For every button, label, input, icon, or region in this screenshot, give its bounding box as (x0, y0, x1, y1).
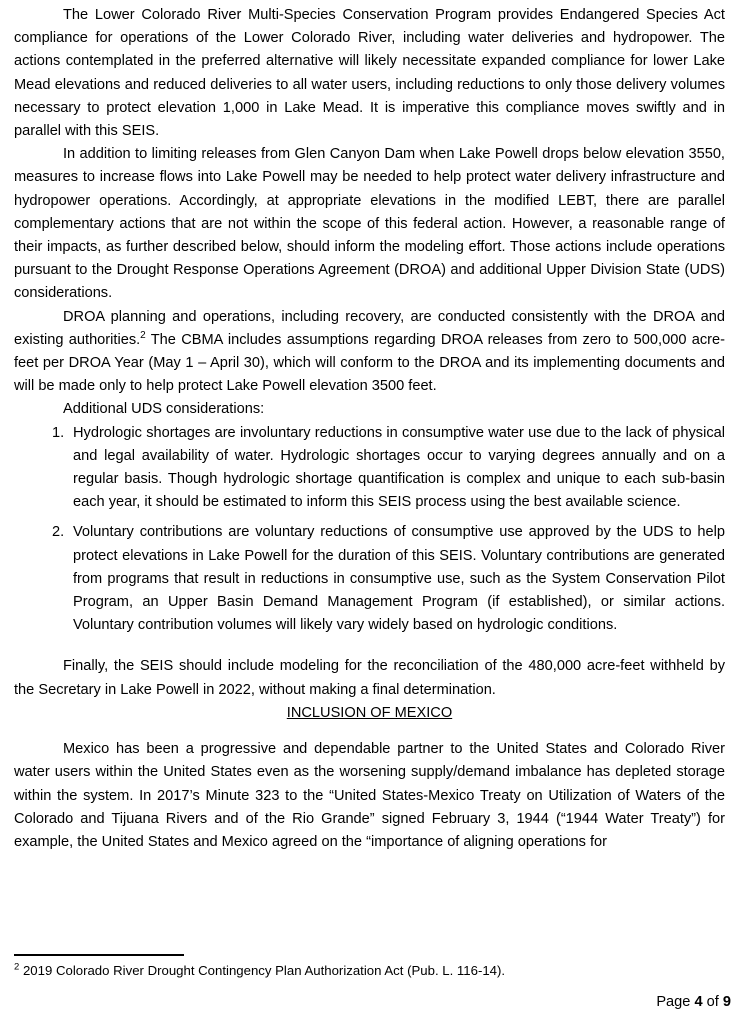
footnote-area (14, 954, 714, 979)
paragraph-droa-text-after-footnote: The CBMA includes assumptions regarding DROA releases from zero to 500,000 acre-feet per DROA Year (May 1 – April 30), which will conform to the DROA and its implementing documents and will be made only to help protect Lake Powell elevation 3500 feet. (14, 331, 725, 395)
footnote-reference-marker: 2 (140, 329, 146, 341)
page-footer-prefix: Page (656, 994, 695, 1010)
paragraph-droa-text-before-footnote: DROA planning and operations, including recovery, are conducted consistently with the DROA and existing authorities. (14, 308, 725, 348)
document-body (14, 4, 725, 854)
paragraph-glen-canyon: In addition to limiting releases from Glen Canyon Dam when Lake Powell drops below elevation 3550, measures to increase flows into Lake Powell may be needed to help protect water delivery infrastructure and hydropower operations. Accordingly, at appropriate elevations in the modified LEBT, there are parallel complementary actions that are not within the scope of this federal action. However, a reasonable range of their impacts, as further described below, should inform the modeling effort. Those actions include operations pursuant to the Drought Response Operations Agreement (DROA) and additional Upper Division State (UDS) considerations. (14, 146, 725, 302)
page-number-total: 9 (722, 994, 731, 1010)
page-footer (656, 992, 731, 1012)
list-item-number: 2. (52, 524, 65, 541)
page-number-current: 4 (694, 994, 703, 1010)
list-item-hydrologic-shortages (52, 422, 725, 515)
list-item-text: Hydrologic shortages are involuntary reductions in consumptive water use due to the lack of physical and legal availability of water. Hydrologic shortages occur to varying degrees annually and on a regular basis. Though hydrologic shortage quantification is complex and unique to each sub-basin each year, it should be estimated to inform this SEIS process using the best available science. (73, 424, 725, 511)
uds-considerations-list (14, 422, 725, 638)
page-footer-separator: of (702, 994, 723, 1010)
paragraph-lower-colorado: The Lower Colorado River Multi-Species Conservation Program provides Endangered Species Act compliance for operations of the Lower Colorado River, including water deliveries and hydropower. The actions contemplated in the preferred alternative will likely necessitate expanded compliance for lower Lake Mead elevations and reduced deliveries to all water users, including reductions to only those delivery volumes necessary to protect elevation 1,000 in Lake Mead. It is imperative this compliance moves swiftly and in parallel with this SEIS. (14, 7, 725, 140)
footnote-number: 2 (14, 961, 20, 973)
list-item-text: Voluntary contributions are voluntary reductions of consumptive use approved by the UDS to help protect elevations in Lake Powell for the duration of this SEIS. Voluntary contributions are generated from programs that result in reductions in consumptive use, such as the System Conservation Pilot Program, an Upper Basin Demand Management Program (if established), or similar actions. Voluntary contribution volumes will likely vary widely based on hydrologic conditions. (73, 524, 725, 634)
list-item-number: 1. (52, 424, 65, 441)
section-heading-text: INCLUSION OF MEXICO (286, 704, 453, 721)
footnote-separator-rule (14, 954, 184, 956)
list-item-voluntary-contributions (52, 521, 725, 637)
footnote (14, 962, 714, 979)
additional-uds-label: Additional UDS considerations: (63, 401, 265, 418)
footnote-citation-text: 2019 Colorado River Drought Contingency Plan Authorization Act (Pub. L. 116-14). (19, 963, 506, 978)
section-heading-inclusion-of-mexico (14, 702, 725, 725)
paragraph-mexico: Mexico has been a progressive and dependable partner to the United States and Colorado River water users within the United States even as the worsening supply/demand imbalance has depleted storage within the system. In 2017’s Minute 323 to the “United States-Mexico Treaty on Utilization of Waters of the Colorado and Tijuana Rivers and of the Rio Grande” signed February 3, 1944 (“1944 Water Treaty”) for example, the United States and Mexico agreed on the “importance of aligning operations for (14, 741, 725, 850)
paragraph-finally: Finally, the SEIS should include modeling for the reconciliation of the 480,000 acre-feet withheld by the Secretary in Lake Powell in 2022, without making a final determination. (14, 658, 725, 698)
paragraph-droa (14, 306, 725, 399)
